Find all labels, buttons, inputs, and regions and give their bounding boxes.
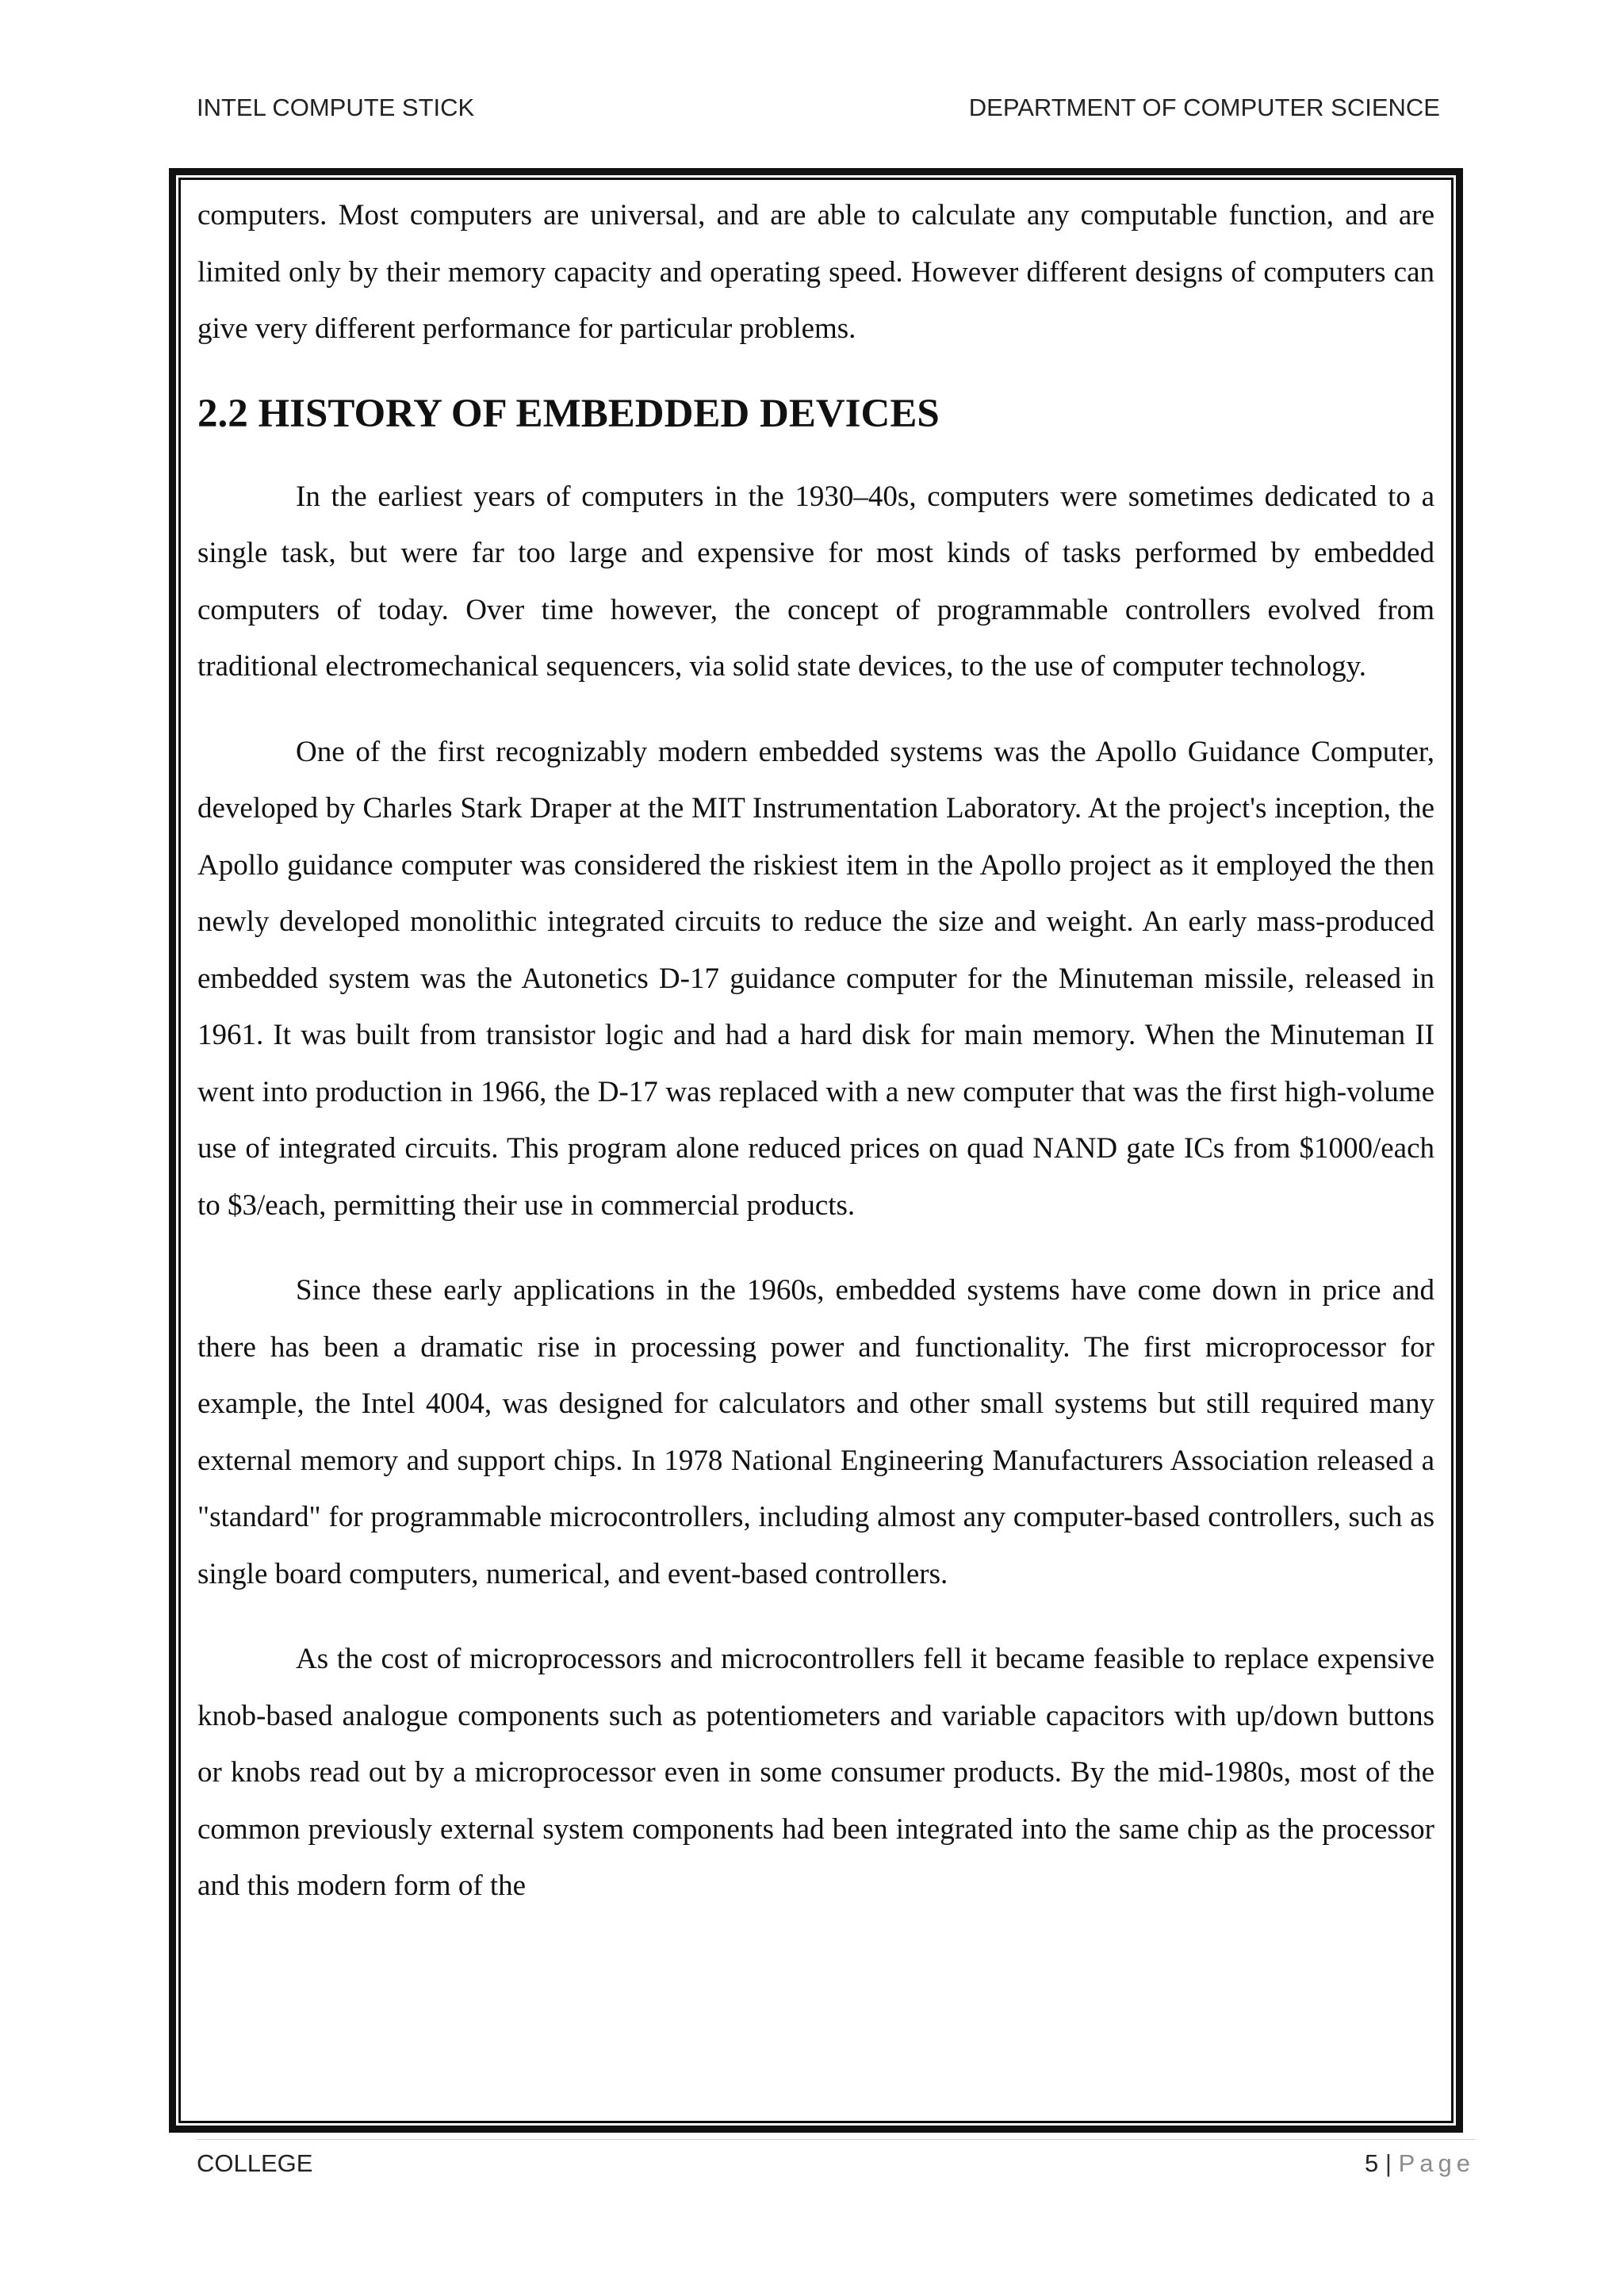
page-separator: |	[1385, 2149, 1392, 2177]
footer-page-indicator	[1365, 2149, 1475, 2178]
running-header	[197, 94, 1440, 133]
page-number: 5	[1365, 2149, 1379, 2177]
header-document-title: INTEL COMPUTE STICK	[197, 94, 475, 121]
running-footer	[197, 2139, 1475, 2187]
header-department: DEPARTMENT OF COMPUTER SCIENCE	[968, 94, 1440, 121]
paragraph-early-computers: In the earliest years of computers in the 1930–40s, computers were sometimes dedicated to a single task, but were far too large and expensive for most kinds of tasks performed by embedded computers of today. Over time however, the concept of programmable controllers evolved from traditional electromechanical sequencers, via solid state devices, to the use of computer technology.	[197, 480, 1434, 683]
page-body	[197, 187, 1434, 1915]
paragraph-1960s-applications: Since these early applications in the 1960s, embedded systems have come down in price and there has been a dramatic rise in processing power and functionality. The first microprocessor for example, the Intel 4004, was designed for calculators and other small systems but still required many external memory and support chips. In 1978 National Engineering Manufacturers Association released a "standard" for programmable microcontrollers, including almost any computer-based controllers, such as single board computers, numerical, and event-based controllers.	[197, 1274, 1434, 1590]
page-label: Page	[1398, 2149, 1475, 2177]
paragraph-microprocessor-cost: As the cost of microprocessors and microcontrollers fell it became feasible to replace expensive knob-based analogue components such as potentiometers and variable capacitors with up/down buttons or knobs read out by a microprocessor even in some consumer products. By the mid-1980s, most of the common previously external system components had been integrated into the same chip as the processor and this modern form of the	[197, 1643, 1434, 1902]
section-heading: 2.2 HISTORY OF EMBEDDED DEVICES	[197, 391, 940, 436]
footer-college: COLLEGE	[197, 2149, 313, 2177]
intro-paragraph: computers. Most computers are universal, and are able to calculate any computable function, and are limited only by their memory capacity and operating speed. However different designs of computers can give very different performance for particular problems.	[197, 199, 1434, 345]
paragraph-apollo-guidance: One of the first recognizably modern embedded systems was the Apollo Guidance Computer, developed by Charles Stark Draper at the MIT Instrumentation Laboratory. At the project's inception, the Apollo guidance computer was considered the riskiest item in the Apollo project as it employed the then newly developed monolithic integrated circuits to reduce the size and weight. An early mass-produced embedded system was the Autonetics D-17 guidance computer for the Minuteman missile, released in 1961. It was built from transistor logic and had a hard disk for main memory. When the Minuteman II went into production in 1966, the D-17 was replaced with a new computer that was the first high-volume use of integrated circuits. This program alone reduced prices on quad NAND gate ICs from $1000/each to $3/each, permitting their use in commercial products.	[197, 735, 1434, 1222]
